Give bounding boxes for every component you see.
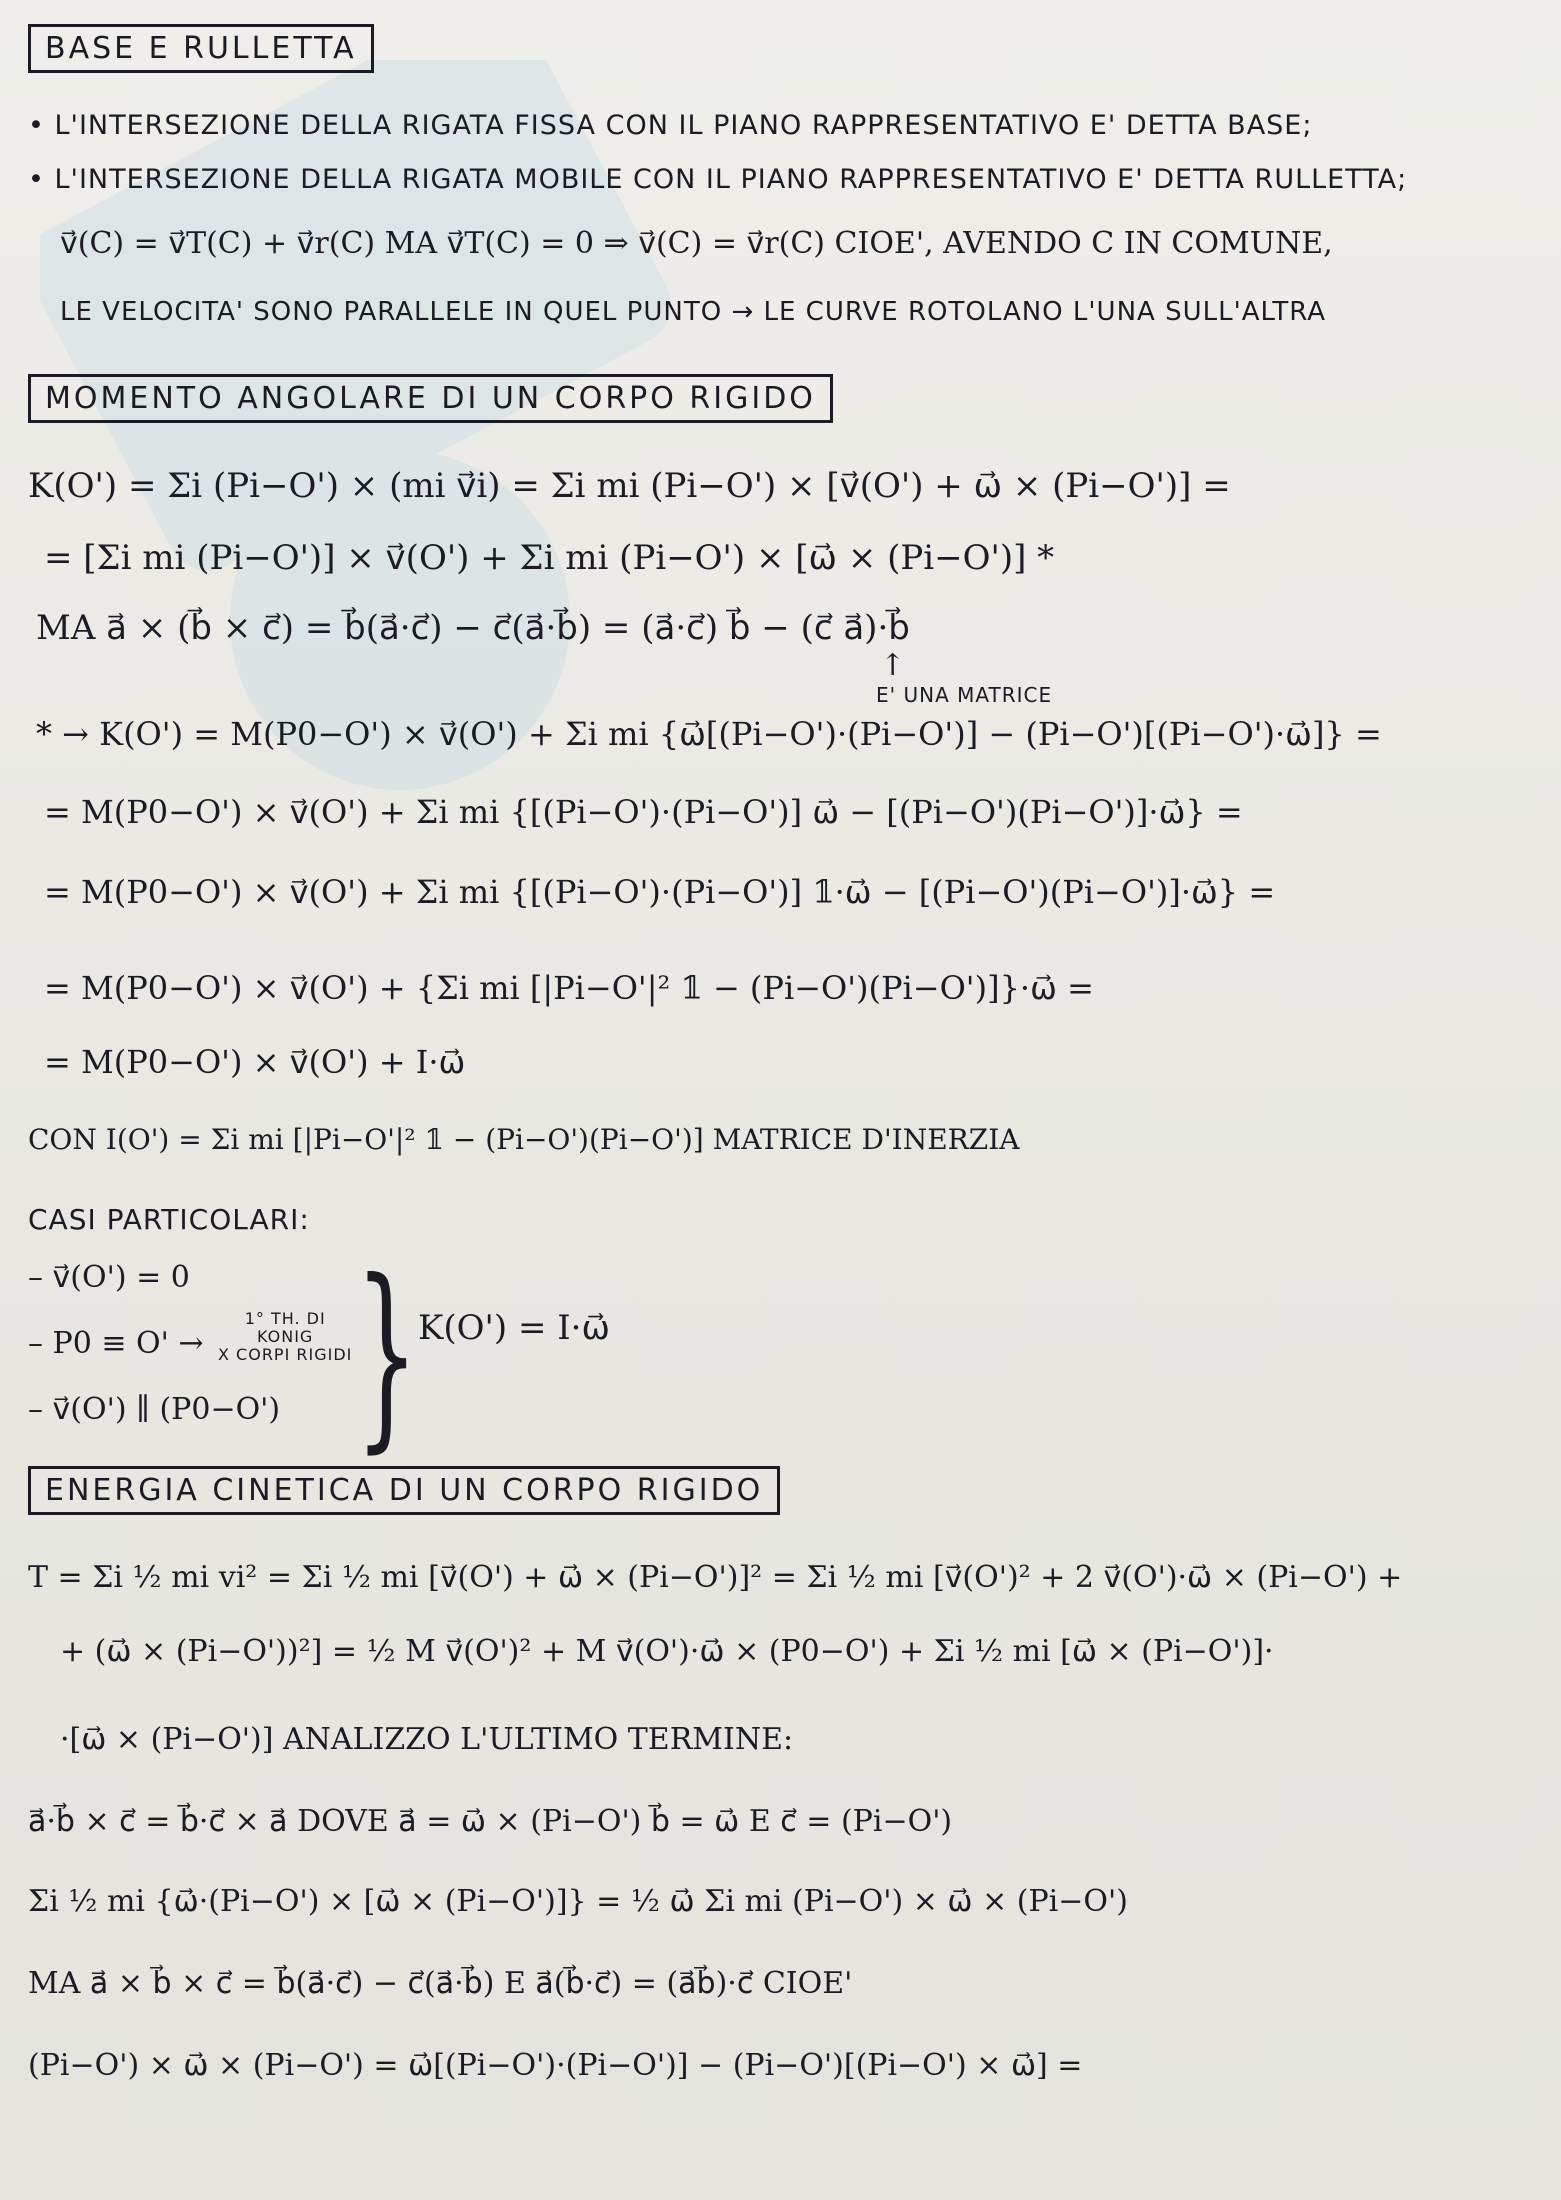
koenig-note <box>218 1310 352 1364</box>
casi-result: K(O') = I·ω⃗ <box>418 1308 610 1348</box>
caso-item: – P0 ≡ O' → <box>28 1326 204 1361</box>
koenig-note-line: X CORPI RIGIDI <box>218 1345 353 1364</box>
equation-line: a⃗·b⃗ × c⃗ = b⃗·c⃗ × a⃗ DOVE a⃗ = ω⃗ × (Pi−O') b⃗ = ω⃗ E c⃗ = (Pi−O') <box>28 1804 953 1839</box>
equation-line: v⃗(C) = v⃗T(C) + v⃗r(C) MA v⃗T(C) = 0 ⇒ v⃗(C) = v⃗r(C) CIOE', AVENDO C IN COMUNE, <box>60 226 1333 261</box>
equation-line: = M(P0−O') × v⃗(O') + Σi mi {[(Pi−O')·(Pi−O')] 𝟙·ω⃗ − [(Pi−O')(Pi−O')]·ω⃗} = <box>44 873 1276 911</box>
caso-item: – v⃗(O') = 0 <box>28 1260 190 1295</box>
text-line: • L'INTERSEZIONE DELLA RIGATA FISSA CON IL PIANO RAPPRESENTATIVO E' DETTA BASE; <box>28 110 1313 141</box>
text-line: • L'INTERSEZIONE DELLA RIGATA MOBILE CON IL PIANO RAPPRESENTATIVO E' DETTA RULLETTA; <box>28 164 1408 195</box>
equation-line: MA a⃗ × b⃗ × c⃗ = b⃗(a⃗·c⃗) − c⃗(a⃗·b⃗) E a⃗(b⃗·c⃗) = (a⃗b⃗)·c⃗ CIOE' <box>28 1966 853 2001</box>
equation-line: = M(P0−O') × v⃗(O') + {Σi mi [|Pi−O'|² 𝟙 − (Pi−O')(Pi−O')]}·ω⃗ = <box>44 969 1094 1007</box>
equation-line: = M(P0−O') × v⃗(O') + Σi mi {[(Pi−O')·(Pi−O')] ω⃗ − [(Pi−O')(Pi−O')]·ω⃗} = <box>44 793 1243 831</box>
brace-icon: } <box>355 1238 419 1471</box>
equation-line: * → K(O') = M(P0−O') × v⃗(O') + Σi mi {ω⃗[(Pi−O')·(Pi−O')] − (Pi−O')[(Pi−O')·ω⃗]} = <box>36 715 1382 753</box>
equation-line: CON I(O') = Σi mi [|Pi−O'|² 𝟙 − (Pi−O')(Pi−O')] MATRICE D'INERZIA <box>28 1123 1020 1156</box>
caso-item: – v⃗(O') ∥ (P0−O') <box>28 1392 281 1427</box>
section-title-base: BASE E RULLETTA <box>28 24 374 73</box>
equation-line: MA a⃗ × (b⃗ × c⃗) = b⃗(a⃗·c⃗) − c⃗(a⃗·b⃗) = (a⃗·c⃗) b⃗ − (c⃗ a⃗)·b⃗ <box>36 608 910 648</box>
koenig-note-line: KONIG <box>257 1327 314 1346</box>
equation-line: + (ω⃗ × (Pi−O'))²] = ½ M v⃗(O')² + M v⃗(O')·ω⃗ × (P0−O') + Σi ½ mi [ω⃗ × (Pi−O')]· <box>60 1634 1274 1669</box>
equation-line: ·[ω⃗ × (Pi−O')] ANALIZZO L'ULTIMO TERMINE: <box>60 1722 794 1757</box>
arrow-up-icon: ↑ <box>880 648 906 683</box>
equation-line: = M(P0−O') × v⃗(O') + I·ω⃗ <box>44 1043 466 1081</box>
casi-title: CASI PARTICOLARI: <box>28 1203 310 1236</box>
section-title-momento: MOMENTO ANGOLARE DI UN CORPO RIGIDO <box>28 374 833 423</box>
equation-line: Σi ½ mi {ω⃗·(Pi−O') × [ω⃗ × (Pi−O')]} = ½ ω⃗ Σi mi (Pi−O') × ω⃗ × (Pi−O') <box>28 1884 1128 1919</box>
text-line: LE VELOCITA' SONO PARALLELE IN QUEL PUNTO → LE CURVE ROTOLANO L'UNA SULL'ALTRA <box>60 297 1327 327</box>
equation-line: T = Σi ½ mi vi² = Σi ½ mi [v⃗(O') + ω⃗ × (Pi−O')]² = Σi ½ mi [v⃗(O')² + 2 v⃗(O')·ω⃗ × (Pi−O') + <box>28 1560 1403 1595</box>
equation-line: (Pi−O') × ω⃗ × (Pi−O') = ω⃗[(Pi−O')·(Pi−O')] − (Pi−O')[(Pi−O') × ω⃗] = <box>28 2048 1083 2083</box>
equation-line: = [Σi mi (Pi−O')] × v⃗(O') + Σi mi (Pi−O') × [ω⃗ × (Pi−O')] * <box>44 538 1055 578</box>
koenig-note-line: 1° TH. DI <box>244 1309 326 1328</box>
matrix-note: E' UNA MATRICE <box>876 683 1053 707</box>
equation-line: K(O') = Σi (Pi−O') × (mi v⃗i) = Σi mi (Pi−O') × [v⃗(O') + ω⃗ × (Pi−O')] = <box>28 466 1231 506</box>
section-title-energia: ENERGIA CINETICA DI UN CORPO RIGIDO <box>28 1466 780 1515</box>
